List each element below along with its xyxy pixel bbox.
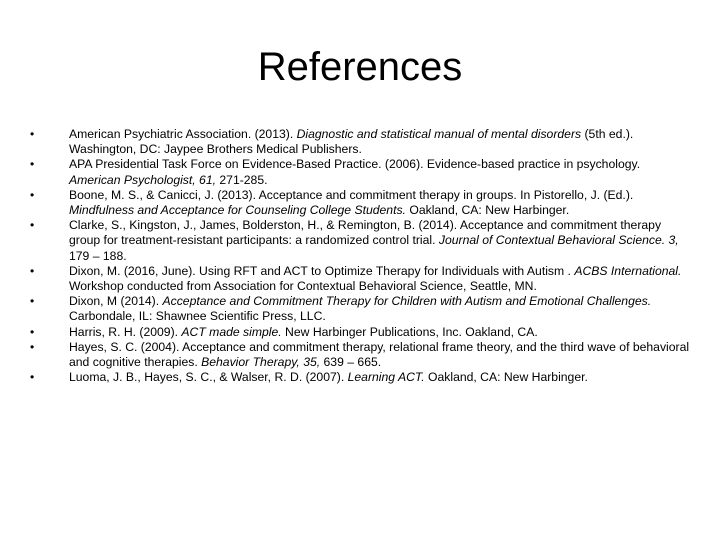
reference-text-segment: 271-285. [216,172,268,187]
reference-list [30,127,690,385]
reference-item [30,294,690,324]
reference-text-segment: 639 – 665. [320,355,382,370]
reference-text [69,340,689,369]
reference-item [30,157,690,187]
reference-text-segment: Dixon, M. (2016, June). Using RFT and ACT to Optimize Therapy for Individuals with Autism . [69,263,575,278]
bullet-icon: • [30,127,35,141]
reference-text-segment: New Harbinger Publications, Inc. Oakland, CA. [281,324,538,339]
reference-text-segment: Clarke, S., Kingston, J., James, Bolderston, H., & Remington, B. (2014). Acceptance and commitment therapy group for treatment-resistant participants: a randomized control trial. [69,218,662,248]
reference-text [69,218,679,262]
bullet-icon: • [30,370,35,385]
bullet-icon: • [30,324,35,339]
reference-text-segment: Dixon, M (2014). [69,294,163,309]
reference-text [69,370,588,384]
reference-text [69,264,681,293]
reference-title-italic: Diagnostic and statistical manual of mental disorders [296,127,582,141]
reference-text-segment: Harris, R. H. (2009). [69,324,182,339]
reference-title-italic: Mindfulness and Acceptance for Counseling College Students. [69,203,406,218]
reference-text-segment: Oakland, CA: New Harbinger. [405,203,570,218]
reference-text-segment: Hayes, S. C. (2004). Acceptance and commitment therapy, relational frame theory, and the third wave of behavioral and cognitive therapies. [69,339,690,370]
reference-text-segment: 179 – 188. [69,248,127,263]
reference-text-segment: American Psychiatric Association. (2013). [69,127,297,141]
reference-text-segment: (5th ed.). Washington, DC: Jaypee Brothers Medical Publishers. [69,127,634,157]
bullet-icon: • [30,218,35,233]
reference-item [30,325,690,340]
reference-title-italic: ACBS International. [574,263,682,278]
reference-text-segment: Workshop conducted from Association for Contextual Behavioral Science, Seattle, MN. [69,279,537,294]
reference-item [30,370,690,385]
reference-title-italic: Behavior Therapy, 35, [201,355,321,370]
reference-item [30,218,690,264]
reference-text-segment: Oakland, CA: New Harbinger. [424,370,588,385]
reference-text [69,188,633,217]
bullet-icon: • [30,187,35,202]
reference-text-segment: APA Presidential Task Force on Evidence-Based Practice. (2006). Evidence-based practice in psychology. [69,157,641,172]
reference-item [30,264,690,294]
bullet-icon: • [30,157,35,172]
reference-text-segment: Carbondale, IL: Shawnee Scientific Press, LLC. [69,309,326,324]
reference-title-italic: Acceptance and Commitment Therapy for Children with Autism and Emotional Challenges. [162,294,652,309]
bullet-icon: • [30,294,35,309]
reference-item [30,127,690,157]
reference-text-segment: Luoma, J. B., Hayes, S. C., & Walser, R. D. (2007). [69,370,348,385]
bullet-icon: • [30,263,35,278]
reference-item [30,188,690,218]
reference-title-italic: Learning ACT. [347,370,425,385]
reference-text [69,127,633,156]
reference-text [69,325,538,339]
reference-text [69,294,651,323]
reference-title-italic: ACT made simple. [181,324,282,339]
bullet-icon: • [30,339,35,354]
reference-item [30,340,690,370]
slide-title: References [257,45,463,89]
reference-text [69,157,640,186]
reference-title-italic: American Psychologist, 61, [69,172,216,187]
reference-text-segment: Boone, M. S., & Canicci, J. (2013). Acceptance and commitment therapy in groups. In Pistorello, J. (Ed.). [69,187,634,202]
reference-title-italic: Journal of Contextual Behavioral Science. 3, [438,233,679,248]
